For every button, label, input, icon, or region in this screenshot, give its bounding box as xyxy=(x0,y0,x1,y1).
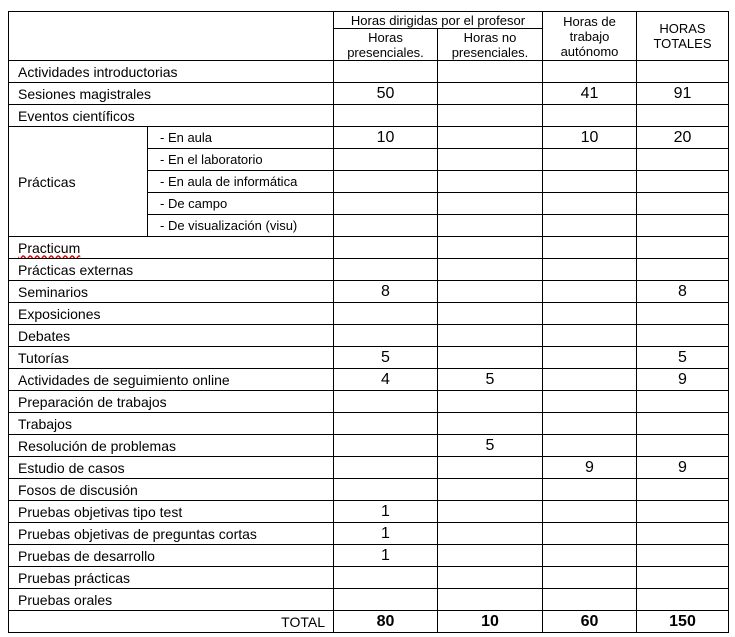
cell-presencial xyxy=(334,61,438,83)
cell-autonomo xyxy=(543,237,637,259)
cell-autonomo xyxy=(543,501,637,523)
cell-autonomo xyxy=(543,589,637,611)
total-presencial: 80 xyxy=(334,611,438,633)
cell-total xyxy=(637,303,729,325)
cell-presencial: 4 xyxy=(334,369,438,391)
row-label: Pruebas de desarrollo xyxy=(9,545,334,567)
cell-presencial xyxy=(334,105,438,127)
total-total: 150 xyxy=(637,611,729,633)
cell-presencial xyxy=(334,259,438,281)
cell-no-presencial xyxy=(438,325,543,347)
total-row xyxy=(9,611,729,633)
cell-autonomo xyxy=(543,303,637,325)
cell-presencial xyxy=(334,149,438,171)
cell-autonomo xyxy=(543,215,637,237)
total-autonomo: 60 xyxy=(543,611,637,633)
row-label: Pruebas orales xyxy=(9,589,334,611)
cell-autonomo xyxy=(543,391,637,413)
cell-presencial xyxy=(334,303,438,325)
row-label: Preparación de trabajos xyxy=(9,391,334,413)
cell-autonomo xyxy=(543,149,637,171)
cell-no-presencial xyxy=(438,149,543,171)
row-label: Estudio de casos xyxy=(9,457,334,479)
cell-presencial xyxy=(334,457,438,479)
cell-total: 9 xyxy=(637,369,729,391)
row-label: Fosos de discusión xyxy=(9,479,334,501)
table-row xyxy=(9,413,729,435)
cell-total xyxy=(637,391,729,413)
row-label: Pruebas objetivas tipo test xyxy=(9,501,334,523)
cell-no-presencial xyxy=(438,61,543,83)
cell-total: 9 xyxy=(637,457,729,479)
cell-autonomo xyxy=(543,413,637,435)
cell-no-presencial xyxy=(438,171,543,193)
row-sublabel: - En el laboratorio xyxy=(148,149,334,171)
row-label: Pruebas prácticas xyxy=(9,567,334,589)
row-label: Exposiciones xyxy=(9,303,334,325)
cell-no-presencial xyxy=(438,83,543,105)
table-row xyxy=(9,237,729,259)
cell-autonomo xyxy=(543,523,637,545)
cell-no-presencial xyxy=(438,105,543,127)
cell-total xyxy=(637,435,729,457)
cell-presencial xyxy=(334,391,438,413)
cell-total xyxy=(637,149,729,171)
cell-presencial: 1 xyxy=(334,501,438,523)
table-row xyxy=(9,281,729,303)
cell-no-presencial: 5 xyxy=(438,435,543,457)
cell-total xyxy=(637,237,729,259)
cell-no-presencial xyxy=(438,567,543,589)
cell-presencial xyxy=(334,567,438,589)
cell-autonomo xyxy=(543,545,637,567)
cell-presencial: 8 xyxy=(334,281,438,303)
table-row xyxy=(9,105,729,127)
header-group-profesor: Horas dirigidas por el profesor xyxy=(334,12,543,29)
cell-presencial: 1 xyxy=(334,523,438,545)
table-row xyxy=(9,391,729,413)
row-label: Pruebas objetivas de preguntas cortas xyxy=(9,523,334,545)
row-label: Eventos científicos xyxy=(9,105,334,127)
row-label-practicas: Prácticas xyxy=(9,127,148,237)
table-row xyxy=(9,347,729,369)
row-label: Resolución de problemas xyxy=(9,435,334,457)
row-label: Prácticas externas xyxy=(9,259,334,281)
cell-autonomo: 41 xyxy=(543,83,637,105)
cell-total xyxy=(637,501,729,523)
cell-presencial xyxy=(334,193,438,215)
cell-total xyxy=(637,545,729,567)
cell-presencial xyxy=(334,215,438,237)
cell-total xyxy=(637,259,729,281)
row-label: Sesiones magistrales xyxy=(9,83,334,105)
header-no-presencial: Horas no presenciales. xyxy=(438,29,543,61)
cell-autonomo xyxy=(543,325,637,347)
table-row xyxy=(9,325,729,347)
cell-no-presencial xyxy=(438,237,543,259)
cell-presencial xyxy=(334,435,438,457)
cell-total xyxy=(637,193,729,215)
cell-no-presencial xyxy=(438,193,543,215)
cell-autonomo xyxy=(543,347,637,369)
table-row xyxy=(9,369,729,391)
row-label: Actividades introductorias xyxy=(9,61,334,83)
cell-total: 20 xyxy=(637,127,729,149)
cell-presencial xyxy=(334,237,438,259)
table-row xyxy=(9,545,729,567)
cell-no-presencial xyxy=(438,589,543,611)
cell-no-presencial xyxy=(438,523,543,545)
cell-autonomo xyxy=(543,105,637,127)
cell-autonomo xyxy=(543,479,637,501)
cell-total xyxy=(637,215,729,237)
cell-autonomo xyxy=(543,193,637,215)
table-row xyxy=(9,501,729,523)
cell-presencial: 5 xyxy=(334,347,438,369)
cell-presencial xyxy=(334,479,438,501)
cell-presencial: 50 xyxy=(334,83,438,105)
cell-presencial xyxy=(334,589,438,611)
header-total: HORAS TOTALES xyxy=(637,12,729,61)
table-row xyxy=(9,259,729,281)
cell-autonomo xyxy=(543,567,637,589)
cell-no-presencial xyxy=(438,259,543,281)
row-label: Actividades de seguimiento online xyxy=(9,369,334,391)
cell-no-presencial xyxy=(438,413,543,435)
table-row xyxy=(9,127,729,149)
cell-presencial xyxy=(334,413,438,435)
cell-no-presencial xyxy=(438,215,543,237)
cell-autonomo xyxy=(543,259,637,281)
row-label: Seminarios xyxy=(9,281,334,303)
cell-no-presencial xyxy=(438,457,543,479)
cell-no-presencial xyxy=(438,303,543,325)
cell-total xyxy=(637,479,729,501)
table-row xyxy=(9,83,729,105)
cell-autonomo xyxy=(543,369,637,391)
total-no-presencial: 10 xyxy=(438,611,543,633)
cell-no-presencial xyxy=(438,347,543,369)
cell-presencial: 10 xyxy=(334,127,438,149)
hours-table xyxy=(8,11,729,633)
row-label: Trabajos xyxy=(9,413,334,435)
cell-total xyxy=(637,589,729,611)
table-row xyxy=(9,479,729,501)
cell-total xyxy=(637,105,729,127)
cell-autonomo: 9 xyxy=(543,457,637,479)
table-row xyxy=(9,435,729,457)
cell-total xyxy=(637,523,729,545)
cell-presencial xyxy=(334,325,438,347)
row-label: Practicum xyxy=(9,237,334,259)
cell-presencial xyxy=(334,171,438,193)
header-row-1 xyxy=(9,12,729,29)
cell-no-presencial xyxy=(438,479,543,501)
header-presencial: Horas presenciales. xyxy=(334,29,438,61)
total-label: TOTAL xyxy=(9,611,334,633)
row-sublabel: - De visualización (visu) xyxy=(148,215,334,237)
table-row xyxy=(9,589,729,611)
row-sublabel: - En aula de informática xyxy=(148,171,334,193)
cell-total: 5 xyxy=(637,347,729,369)
cell-autonomo xyxy=(543,435,637,457)
header-autonomo: Horas de trabajo autónomo xyxy=(543,12,637,61)
header-blank-cell xyxy=(9,12,334,61)
cell-no-presencial xyxy=(438,501,543,523)
cell-autonomo xyxy=(543,171,637,193)
cell-total xyxy=(637,325,729,347)
table-row xyxy=(9,567,729,589)
row-sublabel: - En aula xyxy=(148,127,334,149)
cell-total xyxy=(637,567,729,589)
cell-no-presencial xyxy=(438,127,543,149)
cell-total: 8 xyxy=(637,281,729,303)
row-label: Debates xyxy=(9,325,334,347)
cell-presencial: 1 xyxy=(334,545,438,567)
cell-total xyxy=(637,413,729,435)
cell-autonomo xyxy=(543,281,637,303)
cell-no-presencial: 5 xyxy=(438,369,543,391)
table-row xyxy=(9,457,729,479)
table-row xyxy=(9,303,729,325)
cell-total: 91 xyxy=(637,83,729,105)
cell-total xyxy=(637,171,729,193)
cell-no-presencial xyxy=(438,281,543,303)
cell-no-presencial xyxy=(438,545,543,567)
table-row xyxy=(9,523,729,545)
row-sublabel: - De campo xyxy=(148,193,334,215)
cell-autonomo xyxy=(543,61,637,83)
cell-total xyxy=(637,61,729,83)
cell-autonomo: 10 xyxy=(543,127,637,149)
row-label: Tutorías xyxy=(9,347,334,369)
cell-no-presencial xyxy=(438,391,543,413)
table-row xyxy=(9,61,729,83)
